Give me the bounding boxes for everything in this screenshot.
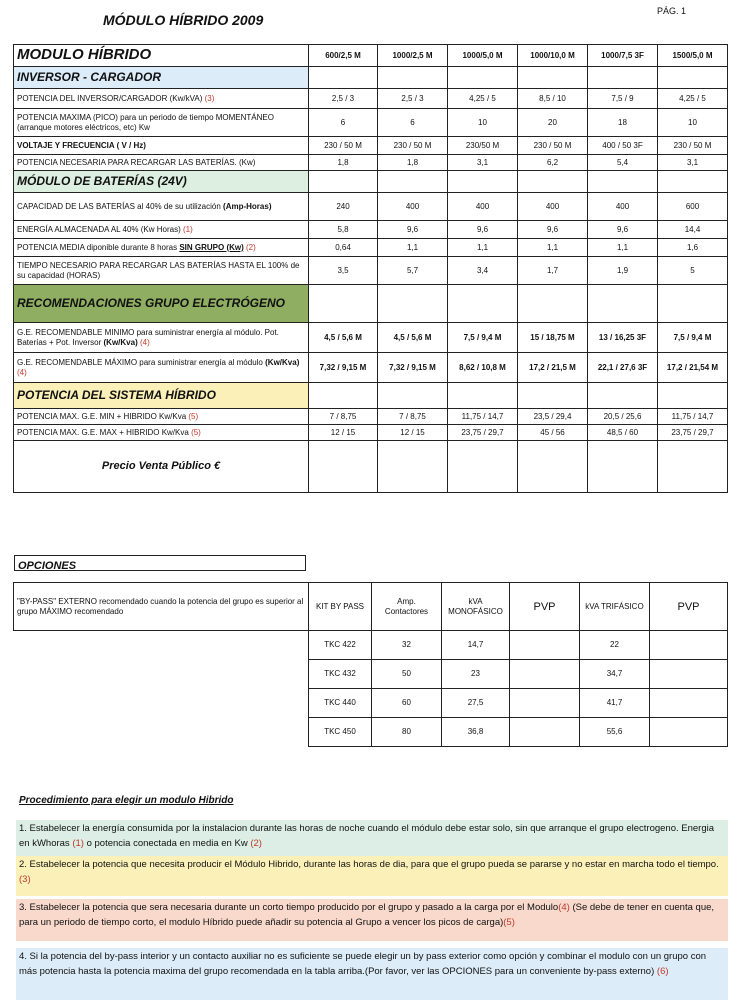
model-header: 1500/5,0 M [658,45,728,67]
header-label: MODULO HÍBRIDO [14,45,309,67]
table-row: TKC 440 60 27,5 41,7 [14,689,728,718]
price-cell [309,441,378,493]
table-row: POTENCIA MEDIA diponible durante 8 horas SIN GRUPO (Kw) (2) 0,64 1,1 1,1 1,1 1,1 1,6 [14,239,728,257]
table-row: CAPACIDAD DE LAS BATERÍAS al 40% de su utilización (Amp-Horas) 240 400 400 400 400 600 [14,193,728,221]
page-title: MÓDULO HÍBRIDO 2009 [103,12,264,28]
options-desc: "BY-PASS" EXTERNO recomendado cuando la potencia del grupo es superior al grupo MÁXIMO recomendado [14,583,309,631]
section-inverter: INVERSOR - CARGADOR [14,67,309,89]
options-table [13,582,728,747]
table-row: G.E. RECOMENDABLE MINIMO para suministrar energía al módulo. Pot. Baterías + Pot. Inversor (Kw/Kva) (4) 4,5 / 5,6 M 4,5 / 5,6 M 7,5 / 9,4 M 15 / 18,75 M 13 / 16,25 3F 7,5 / 9,4 M [14,323,728,353]
main-table [13,44,728,493]
table-row: TKC 432 50 23 34,7 [14,660,728,689]
step-3: 3. Estabelecer la potencia que sera necesaria durante un corto tiempo producido por el grupo y pasado a la carga por el Modulo(4) (Se debe de tener en cuenta que, para un periodo de tiempo corto, el modulo Híbrido puede añadir su potencia al Grupo a vencer los picos de carga)(5) [16,899,728,941]
table-row: POTENCIA MAXIMA (PICO) para un periodo de tiempo MOMENTÁNEO (arranque motores eléctricos, etc) Kw 6 6 10 20 18 10 [14,109,728,137]
options-title: OPCIONES [14,555,306,571]
page-number: PÁG. 1 [657,6,687,16]
opt-header: kVA MONOFÁSICO [442,583,510,631]
model-header: 600/2,5 M [309,45,378,67]
table-row: POTENCIA NECESARIA PARA RECARGAR LAS BATERÍAS. (Kw) 1,8 1,8 3,1 6,2 5,4 3,1 [14,155,728,171]
price-cell [518,441,588,493]
procedure-title: Procedimiento para elegir un modulo Hibrido [19,795,234,806]
opt-header: kVA TRIFÁSICO [580,583,650,631]
price-cell [378,441,448,493]
price-cell [448,441,518,493]
opt-header: Amp. Contactores [372,583,442,631]
section-battery: MÓDULO DE BATERÍAS (24V) [14,171,309,193]
table-row: POTENCIA DEL INVERSOR/CARGADOR (Kw/kVA) (3) 2,5 / 3 2,5 / 3 4,25 / 5 8,5 / 10 7,5 / 9 4,25 / 5 [14,89,728,109]
table-row: TKC 422 32 14,7 22 [14,631,728,660]
table-row: POTENCIA MAX. G.E. MAX + HIBRIDO Kw/Kva (5) 12 / 15 12 / 15 23,75 / 29,7 45 / 56 48,5 / 60 23,75 / 29,7 [14,425,728,441]
price-row [14,441,728,493]
table-row: G.E. RECOMENDABLE MÁXIMO para suministrar energía al módulo (Kw/Kva) (4) 7,32 / 9,15 M 7,32 / 9,15 M 8,62 / 10,8 M 17,2 / 21,5 M 22,1 / 27,6 3F 17,2 / 21,54 M [14,353,728,383]
model-header: 1000/7,5 3F [588,45,658,67]
opt-header: PVP [510,583,580,631]
step-1: 1. Estabelecer la energía consumida por la instalacion durante las horas de noche cuando el módulo debe estar solo, sin que arranque el grupo electrogeno. Energia en kWhoras (1) o potencia conectada en media en Kw (2) [16,820,728,856]
table-row: TKC 450 80 36,8 55,6 [14,718,728,747]
model-header: 1000/2,5 M [378,45,448,67]
price-label: Precio Venta Público € [101,460,221,472]
table-row: TIEMPO NECESARIO PARA RECARGAR LAS BATERÍAS HASTA EL 100% de su capacidad (HORAS) 3,5 5,7 3,4 1,7 1,9 5 [14,257,728,285]
step-4: 4. Si la potencia del by-pass interior y un contacto auxiliar no es suficiente se puede elegir un by pass exterior como opción y combinar el modulo con un grupo con más potencia hasta la potencia maxima del grupo recomendada en la tabla arriba.(Por favor, ver las OPCIONES para un conveniente by-pass externo) (6) [16,948,728,1000]
model-header: 1000/5,0 M [448,45,518,67]
section-generator: RECOMENDACIONES GRUPO ELECTRÓGENO [14,285,309,323]
table-row: VOLTAJE Y FRECUENCIA ( V / Hz) 230 / 50 M 230 / 50 M 230/50 M 230 / 50 M 400 / 50 3F 230 / 50 M [14,137,728,155]
price-cell [658,441,728,493]
price-cell [588,441,658,493]
table-row: ENERGÍA ALMACENADA AL 40% (Kw Horas) (1) 5,8 9,6 9,6 9,6 9,6 14,4 [14,221,728,239]
opt-header: KIT BY PASS [309,583,372,631]
opt-header: PVP [650,583,728,631]
table-row: POTENCIA MAX. G.E. MIN + HIBRIDO Kw/Kva (5) 7 / 8,75 7 / 8,75 11,75 / 14,7 23,5 / 29,4 20,5 / 25,6 11,75 / 14,7 [14,409,728,425]
step-2: 2. Estabelecer la potencia que necesita producir el Módulo Hibrido, durante las horas de dia, para que el grupo pueda se pararse y no estar en marcha todo el tiempo.(3) [16,856,728,896]
model-header: 1000/10,0 M [518,45,588,67]
section-system: POTENCIA DEL SISTEMA HÍBRIDO [14,383,309,409]
